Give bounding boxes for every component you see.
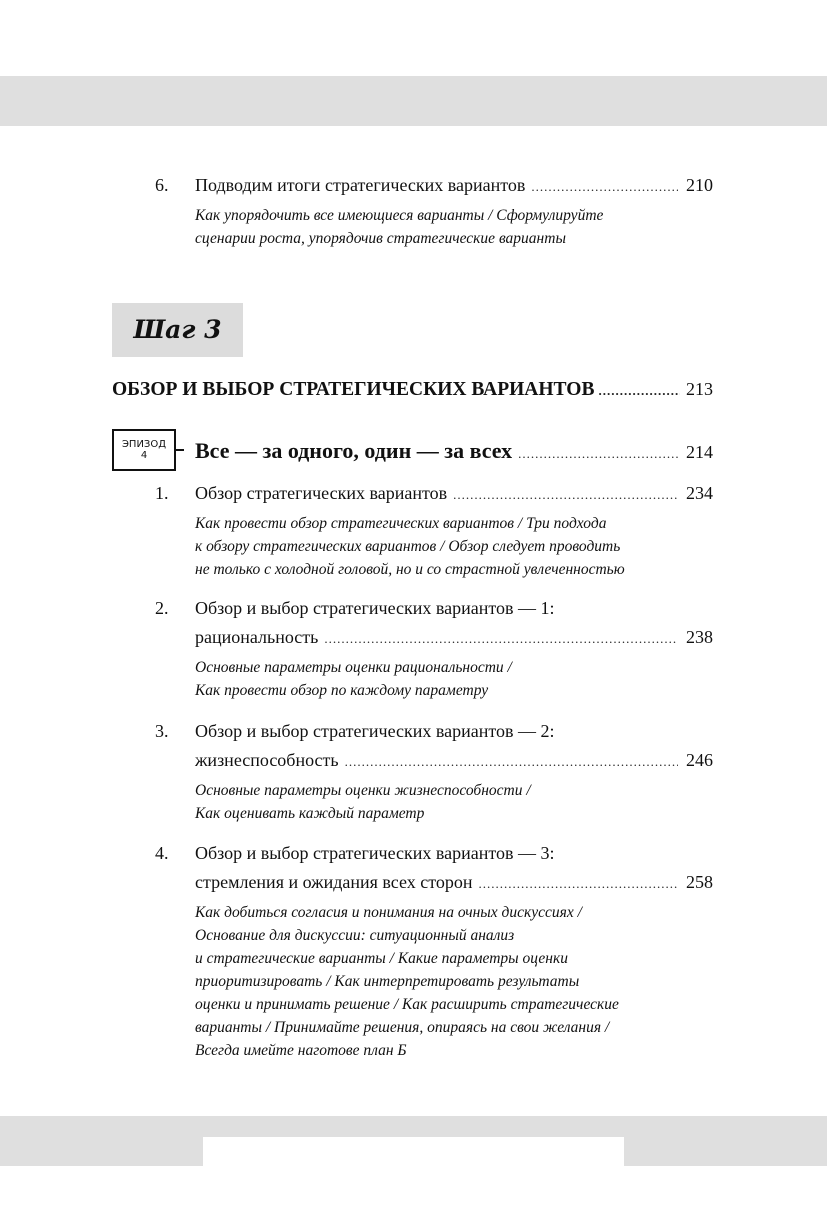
- toc-entry-1[interactable]: [155, 479, 713, 581]
- entry-number: 3.: [155, 721, 169, 741]
- step-label: Шаг 3: [112, 303, 243, 357]
- section-page: 213: [686, 379, 713, 399]
- entry-page: 234: [686, 483, 713, 503]
- entry-title-line1: Обзор и выбор стратегических вариантов — 2:: [195, 721, 555, 741]
- entry-title-line1: Обзор и выбор стратегических вариантов — 1:: [195, 598, 555, 618]
- entry-title: стремления и ожидания всех сторон: [195, 872, 473, 892]
- leader-dots: [518, 438, 678, 470]
- episode-entry[interactable]: [195, 435, 713, 467]
- leader-dots: [598, 376, 680, 406]
- episode-title: Все — за одного, один — за всех: [195, 438, 513, 463]
- entry-number: 4.: [155, 843, 169, 863]
- entry-number: 1.: [155, 483, 169, 503]
- episode-connector: [176, 449, 184, 451]
- entry-summary: Как добиться согласия и понимания на очных дискуссиях / Основание для дискуссии: ситуационный анализ и стратегические варианты / Какие параметры оценки приоритизировать / Как интерпретировать результаты оценки и принимать решение / Как расширить стратегические варианты / Принимайте решения, опираясь на свои желания / Всегда имейте наготове план Б: [195, 904, 619, 1059]
- section-title: ОБЗОР И ВЫБОР СТРАТЕГИЧЕСКИХ ВАРИАНТОВ: [112, 379, 595, 400]
- toc-entry-6[interactable]: [155, 171, 713, 250]
- episode-page: 214: [686, 442, 713, 462]
- footer-cutout: [203, 1137, 624, 1166]
- entry-summary: Основные параметры оценки жизнеспособности / Как оценивать каждый параметр: [195, 782, 531, 822]
- entry-page: 246: [686, 750, 713, 770]
- entry-page: 258: [686, 872, 713, 892]
- entry-title: Подводим итоги стратегических вариантов: [195, 175, 526, 195]
- toc-entry-3[interactable]: [155, 717, 713, 825]
- leader-dots: [324, 624, 678, 653]
- entry-page: 238: [686, 627, 713, 647]
- entry-page: 210: [686, 175, 713, 195]
- entry-title: рациональность: [195, 627, 319, 647]
- entry-summary: Как провести обзор стратегических вариантов / Три подхода к обзору стратегических вариантов / Обзор следует проводить не только с холодной головой, но и со страстной увлеченностью: [195, 515, 625, 578]
- entry-summary: Основные параметры оценки рациональности / Как провести обзор по каждому параметру: [195, 659, 512, 699]
- entry-number: 6.: [155, 175, 169, 195]
- leader-dots: [345, 747, 678, 776]
- entry-title: Обзор стратегических вариантов: [195, 483, 448, 503]
- entry-summary: Как упорядочить все имеющиеся варианты / Сформулируйте сценарии роста, упорядочив стратегические варианты: [195, 207, 604, 247]
- leader-dots: [531, 172, 678, 201]
- entry-title: жизнеспособность: [195, 750, 339, 770]
- header-bar: [0, 76, 827, 126]
- leader-dots: [479, 869, 678, 898]
- episode-badge: ЭПИЗОД 4: [112, 429, 176, 471]
- leader-dots: [453, 480, 678, 509]
- section-heading[interactable]: [112, 374, 713, 404]
- toc-entry-2[interactable]: [155, 594, 713, 702]
- entry-title-line1: Обзор и выбор стратегических вариантов — 3:: [195, 843, 555, 863]
- toc-entry-4[interactable]: [155, 839, 713, 1062]
- entry-number: 2.: [155, 598, 169, 618]
